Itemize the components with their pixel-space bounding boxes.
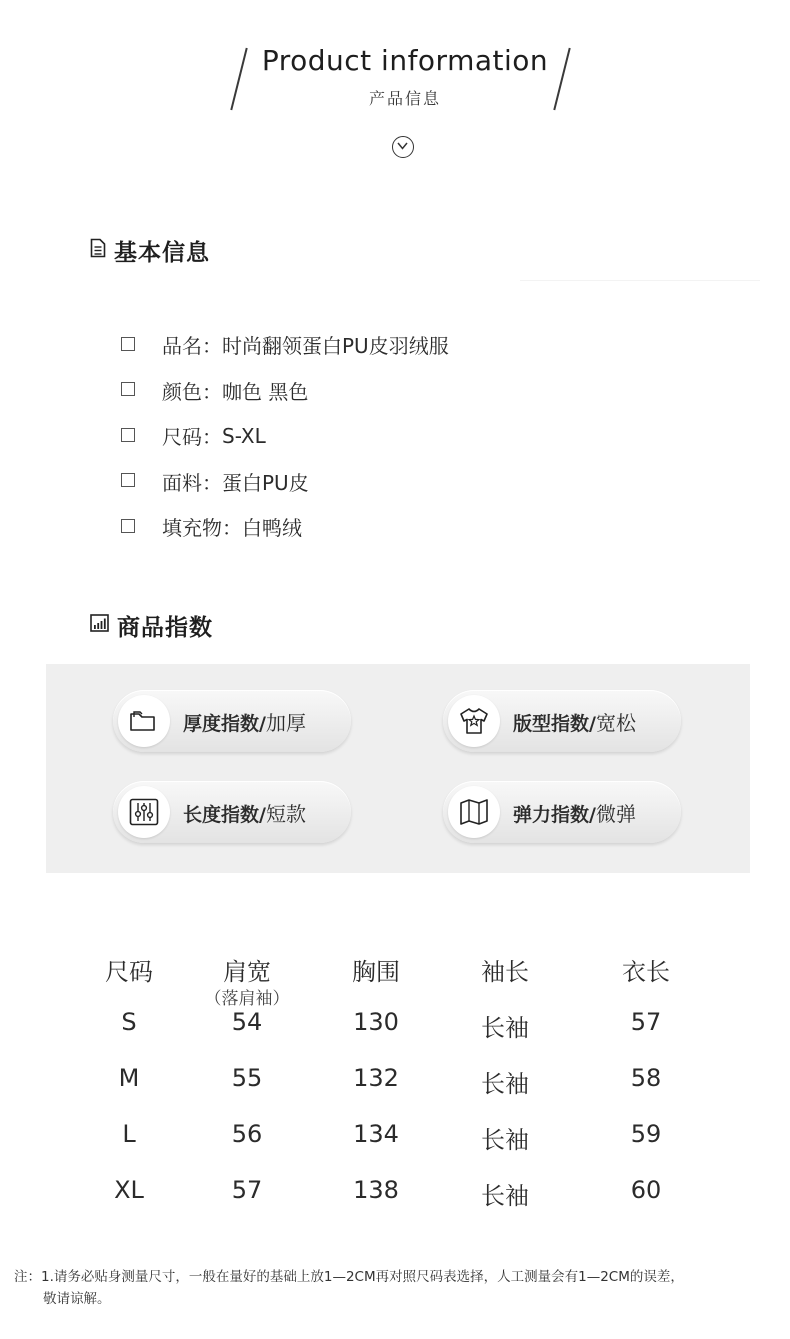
product-index-header [90, 610, 213, 640]
info-label: 颜色： [162, 379, 222, 404]
map-icon-wrap [448, 786, 500, 838]
table-header: 衣长 [622, 958, 670, 986]
table-cell: 59 [630, 1120, 662, 1148]
checkbox-icon [121, 519, 135, 533]
table-cell: 134 [353, 1120, 399, 1148]
index-text [513, 798, 636, 827]
folder-icon [129, 709, 159, 733]
page-subtitle: 产品信息 [368, 89, 441, 108]
table-header-note: （落肩袖） [204, 989, 290, 1009]
info-item-color [121, 368, 449, 414]
table-cell: 58 [630, 1064, 662, 1092]
footnote-line: 敬请谅解。 [43, 1291, 111, 1307]
table-cell: 长袖 [481, 1182, 529, 1210]
table-cell: XL [114, 1176, 144, 1204]
index-pill-elasticity [443, 781, 681, 843]
page-title: Product information [261, 44, 549, 77]
checkbox-icon [121, 473, 135, 487]
table-cell: 57 [231, 1176, 263, 1204]
tshirt-icon-wrap [448, 695, 500, 747]
table-cell: M [118, 1064, 140, 1092]
index-value: 短款 [265, 801, 306, 826]
table-cell: S [121, 1008, 137, 1036]
info-item-filling [121, 504, 449, 550]
bar-chart-icon [90, 614, 109, 636]
info-label: 尺码： [162, 425, 222, 450]
info-value: 蛋白PU皮 [222, 470, 309, 495]
chevron-down-icon [392, 136, 414, 158]
tshirt-icon [458, 707, 490, 735]
info-value: 时尚翻领蛋白PU皮羽绒服 [222, 334, 449, 359]
product-index-title: 商品指数 [117, 614, 213, 641]
basic-info-list [121, 322, 449, 550]
index-text [183, 798, 306, 827]
info-value: 咖色 黑色 [222, 379, 309, 404]
index-name: 厚度指数/ [183, 712, 266, 735]
table-cell: 56 [231, 1120, 263, 1148]
table-cell: 130 [353, 1008, 399, 1036]
info-item-fabric [121, 459, 449, 505]
table-header: 肩宽 [223, 958, 271, 986]
info-label: 品名： [162, 334, 222, 359]
map-icon [459, 798, 489, 826]
product-index-panel [46, 664, 750, 873]
footnote-line: 注：1.请务必贴身测量尺寸，一般在量好的基础上放1—2CM再对照尺码表选择，人工测量会有1—2CM的误差， [14, 1269, 684, 1285]
table-cell: 60 [630, 1176, 662, 1204]
divider [520, 280, 760, 281]
table-header: 胸围 [352, 958, 400, 986]
index-pill-fit [443, 690, 681, 752]
index-name: 版型指数/ [513, 712, 596, 735]
info-item-size [121, 413, 449, 459]
table-cell: 长袖 [481, 1126, 529, 1154]
table-cell: 55 [231, 1064, 263, 1092]
index-pill-length [113, 781, 351, 843]
index-name: 弹力指数/ [513, 803, 596, 826]
index-value: 宽松 [595, 710, 636, 735]
basic-info-header [90, 235, 210, 265]
info-label: 填充物： [162, 516, 242, 541]
table-cell: 54 [231, 1008, 263, 1036]
index-name: 长度指数/ [183, 803, 266, 826]
sliders-icon [129, 798, 159, 826]
info-value: 白鸭绒 [242, 516, 302, 541]
info-label: 面料： [162, 470, 222, 495]
table-cell: 57 [630, 1008, 662, 1036]
index-text [513, 707, 636, 736]
info-item-name [121, 322, 449, 368]
checkbox-icon [121, 382, 135, 396]
footnote [14, 1266, 774, 1310]
table-cell: 132 [353, 1064, 399, 1092]
index-text [183, 707, 306, 736]
checkbox-icon [121, 337, 135, 351]
index-value: 微弹 [595, 801, 636, 826]
info-value: S-XL [222, 423, 266, 448]
table-header: 袖长 [481, 958, 529, 986]
index-pill-thickness [113, 690, 351, 752]
table-header: 尺码 [105, 958, 153, 986]
table-cell: L [122, 1120, 136, 1148]
sliders-icon-wrap [118, 786, 170, 838]
basic-info-title: 基本信息 [114, 239, 210, 266]
table-cell: 长袖 [481, 1070, 529, 1098]
checkbox-icon [121, 428, 135, 442]
index-value: 加厚 [265, 710, 306, 735]
table-cell: 138 [353, 1176, 399, 1204]
document-icon [90, 238, 106, 262]
table-cell: 长袖 [481, 1014, 529, 1042]
folder-icon-wrap [118, 695, 170, 747]
